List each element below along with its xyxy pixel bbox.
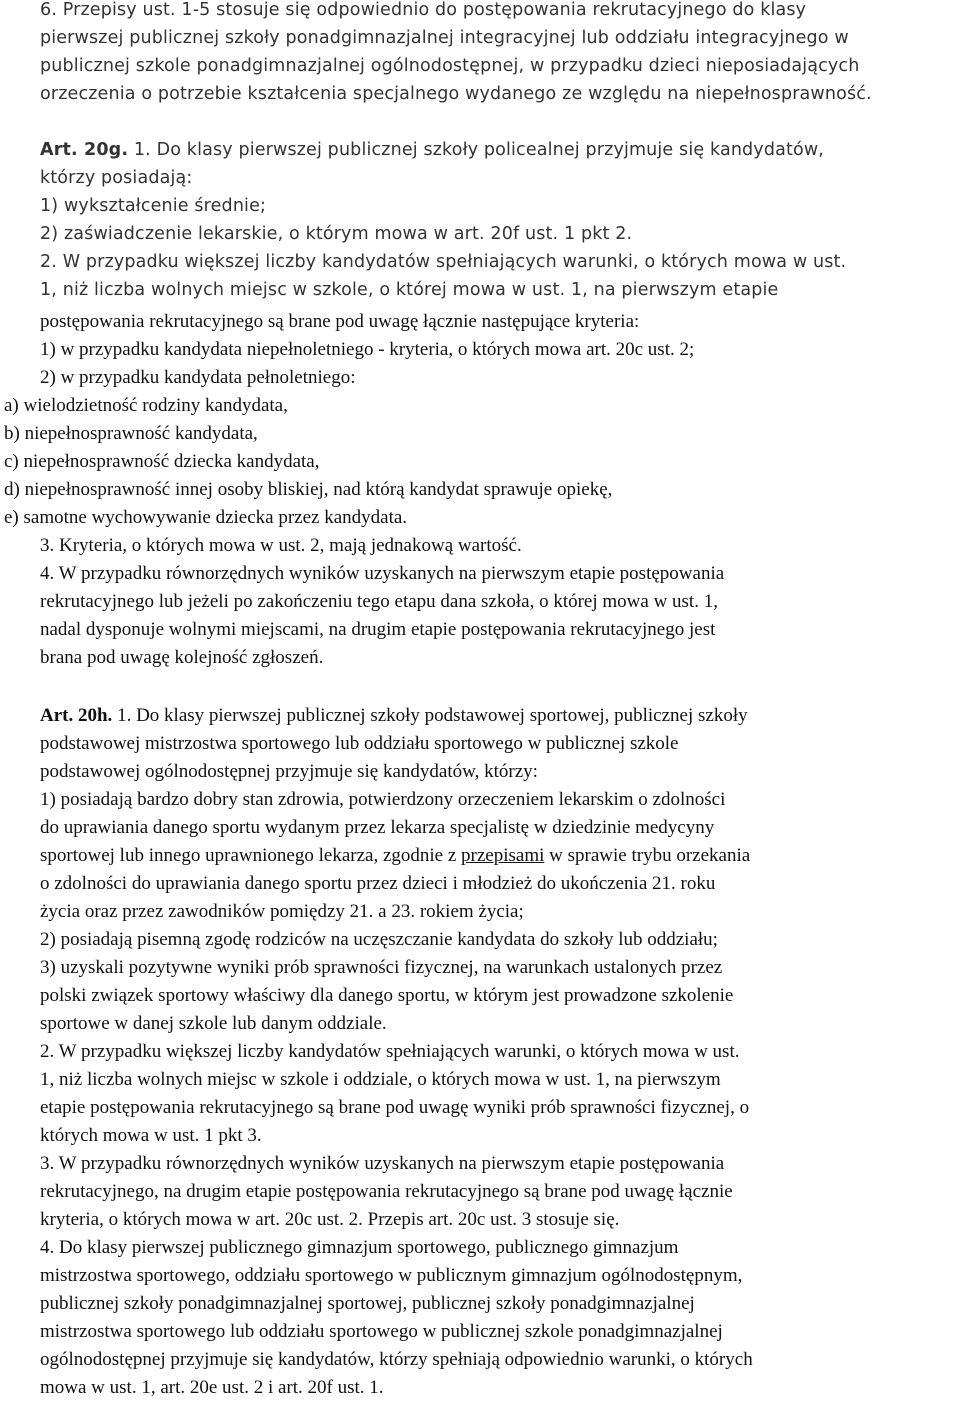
text-line: których mowa w ust. 1 pkt 3. (40, 1125, 262, 1146)
text-line (40, 842, 750, 870)
text-line: życia oraz przez zawodników pomiędzy 21. a 23. rokiem życia; (40, 901, 524, 922)
text-line: a) wielodzietność rodziny kandydata, (4, 395, 288, 416)
text-line: 4. W przypadku równorzędnych wyników uzyskanych na pierwszym etapie postępowania (40, 563, 725, 584)
text-line: 1, niż liczba wolnych miejsc w szkole i oddziale, o których mowa w ust. 1, na pierwszym (40, 1069, 721, 1090)
text-line: brana pod uwagę kolejność zgłoszeń. (40, 647, 324, 668)
text-line: 2) w przypadku kandydata pełnoletniego: (40, 367, 356, 388)
text-line: mistrzostwa sportowego lub oddziału sportowego w publicznej szkole ponadgimnazjalnej (40, 1321, 723, 1342)
text-line: podstawowej ogólnodostępnej przyjmuje się kandydatów, którzy: (40, 761, 538, 782)
text-span: w sprawie trybu orzekania (544, 845, 751, 866)
text-line: którzy posiadają: (40, 168, 193, 188)
article-20g-heading-line (40, 136, 824, 164)
text-line: nadal dysponuje wolnymi miejscami, na drugim etapie postępowania rekrutacyjnego jest (40, 619, 716, 640)
text-line: podstawowej mistrzostwa sportowego lub oddziału sportowego w publicznej szkole (40, 733, 679, 754)
text-line: orzeczenia o potrzebie kształcenia specjalnego wydanego ze względu na niepełnosprawność. (40, 84, 872, 104)
przepisami-link[interactable]: przepisami (461, 845, 545, 866)
text-line: rekrutacyjnego, na drugim etapie postępowania rekrutacyjnego są brane pod uwagę łącznie (40, 1181, 733, 1202)
text-line: polski związek sportowy właściwy dla danego sportu, w którym jest prowadzone szkolenie (40, 985, 734, 1006)
text-line: ogólnodostępnej przyjmuje się kandydatów, którzy spełniają odpowiednio warunki, o których (40, 1349, 753, 1370)
text-line: rekrutacyjnego lub jeżeli po zakończeniu tego etapu dana szkoła, o której mowa w ust. 1, (40, 591, 718, 612)
text-line: postępowania rekrutacyjnego są brane pod uwagę łącznie następujące kryteria: (40, 311, 640, 332)
text-line: 4. Do klasy pierwszej publicznego gimnazjum sportowego, publicznego gimnazjum (40, 1237, 679, 1258)
text-line: 1, niż liczba wolnych miejsc w szkole, o której mowa w ust. 1, na pierwszym etapie (40, 280, 779, 300)
article-number: Art. 20h. (40, 705, 113, 726)
text-line: c) niepełnosprawność dziecka kandydata, (4, 451, 320, 472)
text-line: publicznej szkole ponadgimnazjalnej ogólnodostępnej, w przypadku dzieci nieposiadających (40, 56, 860, 76)
article-20h-heading-line (40, 702, 748, 730)
text-line: o zdolności do uprawiania danego sportu przez dzieci i młodzież do ukończenia 21. roku (40, 873, 716, 894)
text-line: pierwszej publicznej szkoły ponadgimnazjalnej integracyjnej lub oddziału integracyjnego w (40, 28, 849, 48)
article-number: Art. 20g. (40, 140, 129, 160)
text-line: 1) posiadają bardzo dobry stan zdrowia, potwierdzony orzeczeniem lekarskim o zdolności (40, 789, 726, 810)
text-line: 1) wykształcenie średnie; (40, 196, 267, 216)
text-line: etapie postępowania rekrutacyjnego są brane pod uwagę wyniki prób sprawności fizycznej, o (40, 1097, 750, 1118)
text-line: 6. Przepisy ust. 1-5 stosuje się odpowiednio do postępowania rekrutacyjnego do klasy (40, 0, 807, 20)
text-line: 1) w przypadku kandydata niepełnoletniego - kryteria, o których mowa art. 20c ust. 2; (40, 339, 695, 360)
text-line: mowa w ust. 1, art. 20e ust. 2 i art. 20f ust. 1. (40, 1377, 384, 1398)
text-line: 3) uzyskali pozytywne wyniki prób sprawności fizycznej, na warunkach ustalonych przez (40, 957, 723, 978)
text-line: kryteria, o których mowa w art. 20c ust. 2. Przepis art. 20c ust. 3 stosuje się. (40, 1209, 620, 1230)
text-line: 2) zaświadczenie lekarskie, o którym mowa w art. 20f ust. 1 pkt 2. (40, 224, 633, 244)
text-line: 3. W przypadku równorzędnych wyników uzyskanych na pierwszym etapie postępowania (40, 1153, 725, 1174)
text-span: 1. Do klasy pierwszej publicznej szkoły policealnej przyjmuje się kandydatów, (128, 140, 824, 160)
text-line: publicznej szkoły ponadgimnazjalnej sportowej, publicznej szkoły ponadgimnazjalnej (40, 1293, 695, 1314)
text-line: 2. W przypadku większej liczby kandydatów spełniających warunki, o których mowa w ust. (40, 252, 847, 272)
text-line: d) niepełnosprawność innej osoby bliskiej, nad którą kandydat sprawuje opiekę, (4, 479, 613, 500)
text-line: 2) posiadają pisemną zgodę rodziców na uczęszczanie kandydata do szkoły lub oddziału; (40, 929, 718, 950)
text-line: do uprawiania danego sportu wydanym przez lekarza specjalistę w dziedzinie medycyny (40, 817, 715, 838)
text-span: 1. Do klasy pierwszej publicznej szkoły podstawowej sportowej, publicznej szkoły (112, 705, 748, 726)
text-line: b) niepełnosprawność kandydata, (4, 423, 258, 444)
text-line: 2. W przypadku większej liczby kandydatów spełniających warunki, o których mowa w ust. (40, 1041, 740, 1062)
text-line: 3. Kryteria, o których mowa w ust. 2, mają jednakową wartość. (40, 535, 522, 556)
text-span: sportowej lub innego uprawnionego lekarza, zgodnie z (40, 845, 462, 866)
text-line: e) samotne wychowywanie dziecka przez kandydata. (4, 507, 408, 528)
text-line: mistrzostwa sportowego, oddziału sportowego w publicznym gimnazjum ogólnodostępnym, (40, 1265, 743, 1286)
text-line: sportowe w danej szkole lub danym oddziale. (40, 1013, 387, 1034)
